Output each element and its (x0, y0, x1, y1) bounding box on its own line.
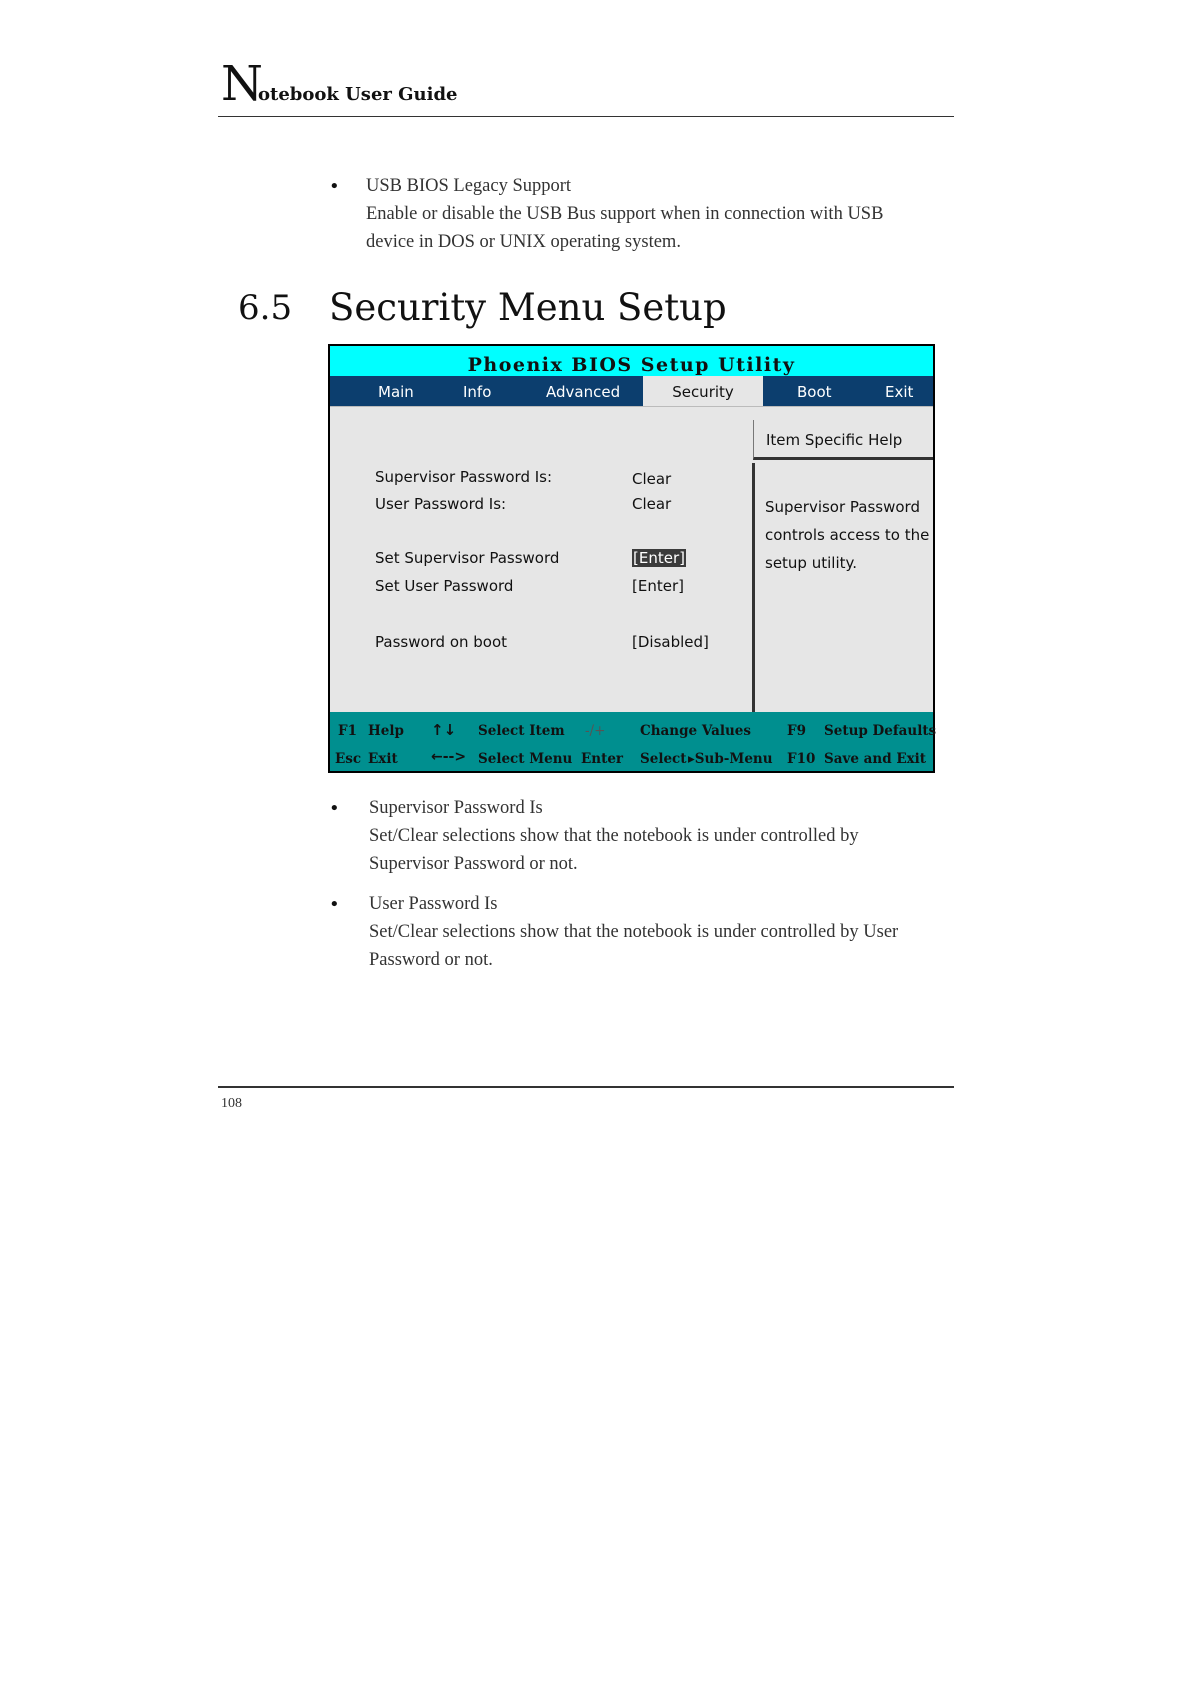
bullet-text-line: Enable or disable the USB Bus support when in connection with USB (366, 204, 884, 224)
help-line: controls access to the (765, 526, 930, 544)
up-down-arrows-icon: ↑↓ (431, 721, 457, 739)
left-right-arrows-icon: ←--> (431, 749, 467, 765)
key-f9: F9 (787, 723, 806, 739)
user-password-status-label: User Password Is: (375, 495, 507, 513)
bios-menubar (330, 376, 933, 406)
footer-rule (218, 1086, 954, 1088)
help-line: setup utility. (765, 554, 857, 572)
key-esc: Esc (335, 751, 362, 767)
key-select-menu-label: Select Menu (478, 751, 573, 767)
supervisor-password-bullet (369, 794, 949, 878)
key-select-label: Select (640, 751, 687, 767)
help-panel (752, 463, 933, 712)
help-panel-header: Item Specific Help (753, 420, 933, 460)
bullet-text-line: Set/Clear selections show that the notebook is under controlled by User (369, 922, 899, 942)
bullet-text-line: Supervisor Password or not. (369, 854, 578, 874)
key-select-item-label: Select Item (478, 723, 565, 739)
bullet-icon: • (329, 798, 340, 819)
user-password-bullet (369, 890, 959, 974)
bios-key-legend (330, 712, 937, 771)
key-f1: F1 (338, 723, 357, 739)
bios-setup-screen (328, 344, 935, 773)
supervisor-password-status-label: Supervisor Password Is: (375, 468, 553, 486)
key-help-label: Help (368, 723, 404, 739)
bios-title: Phoenix BIOS Setup Utility (330, 346, 933, 376)
tab-boot[interactable]: Boot (797, 383, 832, 401)
page-number: 108 (221, 1096, 242, 1111)
key-submenu-label: ▸Sub-Menu (688, 751, 773, 767)
header-initial: N (221, 56, 263, 112)
usb-legacy-bullet (366, 172, 926, 256)
help-line: Supervisor Password (765, 498, 920, 516)
supervisor-password-status-value: Clear (632, 470, 672, 488)
tab-main[interactable]: Main (378, 383, 414, 401)
user-password-status-value: Clear (632, 495, 672, 513)
set-user-password-button[interactable]: [Enter] (632, 577, 684, 595)
set-supervisor-password-button[interactable]: [Enter] (633, 549, 685, 567)
key-exit-label: Exit (368, 751, 398, 767)
bullet-text-line: device in DOS or UNIX operating system. (366, 232, 681, 252)
set-user-password-label: Set User Password (375, 577, 514, 595)
key-enter: Enter (581, 751, 624, 767)
key-change-values-label: Change Values (640, 723, 751, 739)
key-setup-defaults-label: Setup Defaults (824, 723, 937, 739)
bullet-icon: • (329, 176, 340, 197)
section-number: 6.5 (238, 288, 293, 328)
bullet-icon: • (329, 894, 340, 915)
bullet-title: User Password Is (369, 894, 498, 914)
header-title: otebook User Guide (258, 84, 458, 105)
bullet-title: USB BIOS Legacy Support (366, 176, 572, 196)
tab-info[interactable]: Info (463, 383, 492, 401)
key-plus-minus: -/+ (585, 723, 606, 739)
tab-exit[interactable]: Exit (885, 383, 914, 401)
password-on-boot-select[interactable]: [Disabled] (632, 633, 709, 651)
bullet-text-line: Set/Clear selections show that the notebook is under controlled by (369, 826, 859, 846)
key-f10: F10 (787, 751, 816, 767)
help-text (765, 493, 930, 577)
bullet-title: Supervisor Password Is (369, 798, 543, 818)
password-on-boot-label: Password on boot (375, 633, 508, 651)
bios-divider (330, 406, 933, 407)
bios-settings-panel (330, 420, 752, 712)
section-title: Security Menu Setup (329, 286, 727, 329)
tab-security[interactable]: Security (643, 376, 763, 406)
set-supervisor-password-label: Set Supervisor Password (375, 549, 560, 567)
key-save-exit-label: Save and Exit (824, 751, 927, 767)
page-header (218, 58, 954, 117)
bullet-text-line: Password or not. (369, 950, 493, 970)
tab-advanced[interactable]: Advanced (546, 383, 621, 401)
